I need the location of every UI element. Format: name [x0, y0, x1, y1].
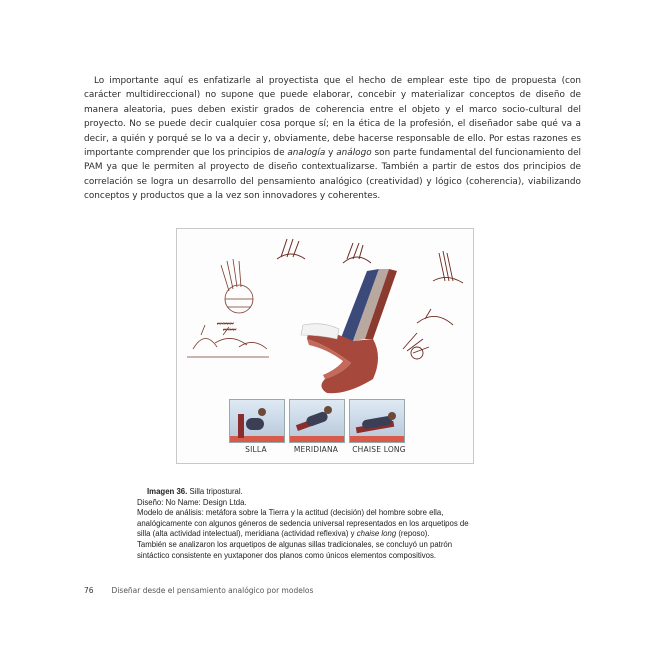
caption-title: Silla tripostural. [187, 487, 243, 496]
label-chaise-long: CHAISE LONG [352, 445, 406, 454]
page-number: 76 [84, 586, 94, 595]
label-meridiana: MERIDIANA [293, 445, 339, 454]
label-silla: SILLA [245, 445, 267, 454]
caption-model-3 [137, 529, 517, 540]
term-analogo: análogo [336, 148, 372, 159]
photo-meridiana [289, 399, 345, 443]
caption-design: Diseño: No Name: Design Ltda. [137, 497, 247, 507]
sketch-rocking-chairs [187, 321, 269, 357]
figure-caption [137, 487, 517, 561]
caption-extra-2: sintáctico consistente en yuxtaponer dos planos como únicos elementos compositivos. [137, 550, 437, 560]
body-paragraph [84, 74, 581, 204]
caption-model-1: Modelo de análisis: metáfora sobre la Tierra y la actitud (decisión) del hombre sobre ella, [137, 508, 444, 518]
caption-extra-1: También se analizaron los arquetipos de algunas sillas tradicionales, se concluyó un patrón [137, 539, 453, 549]
caption-title-line [137, 487, 517, 498]
caption-label: Imagen 36. [147, 487, 188, 496]
page-footer [84, 586, 313, 595]
chaise-longue-render [301, 269, 397, 393]
paragraph-connector: y [325, 148, 337, 159]
svg-text:~~~~: ~~~~ [223, 327, 237, 332]
sketch-right-chairs [403, 251, 463, 359]
paragraph-text-1: Lo importante aquí es enfatizarle al proyectista que el hecho de emplear este tipo de propuesta (con carácter multidireccional) no supone que puede elaborar, concebir y materializar conceptos de diseño de manera aleatoria, pues deben existir grados de coherencia entre el objeto y el marco socio-cultural del proyecto. No se puede decir cualquier cosa porque sí; en la ética de la profesión, el diseñador sabe qué va a decir, a quién y porqué se lo va a decir y, obviamente, debe hacerse responsable de ello. Por estas razones es importante comprender que los principios de [84, 76, 581, 159]
caption-model-3-em: chaise long [356, 529, 397, 539]
chair-figure [176, 228, 474, 464]
svg-text:~~~~~: ~~~~~ [217, 321, 234, 326]
caption-model-3b: (reposo). [396, 529, 430, 539]
caption-model-3a: silla (alta actividad intelectual), meridiana (actividad reflexiva) y [137, 529, 357, 539]
paragraph-text-2: son parte fundamental del funcionamiento del PAM ya que le permiten al proyecto de diseño contextualizarse. También a partir de estos dos principios de correlación se logra un desarrollo del pensamiento analógico (creatividad) y lógico (coherencia), viabilizando conceptos y productos que a la vez son innovadores y coherentes. [84, 148, 581, 202]
sketch-arch-chairs [277, 239, 371, 263]
running-title: Diseñar desde el pensamiento analógico por modelos [111, 586, 314, 595]
photo-silla [229, 399, 285, 443]
term-analogia: analogía [287, 148, 326, 159]
photo-chaise-long [349, 399, 405, 443]
caption-model-2: analógicamente con algunos géneros de sedencia universal representados en los arquetipos de [137, 518, 469, 528]
sketch-globe-chair [221, 259, 253, 313]
